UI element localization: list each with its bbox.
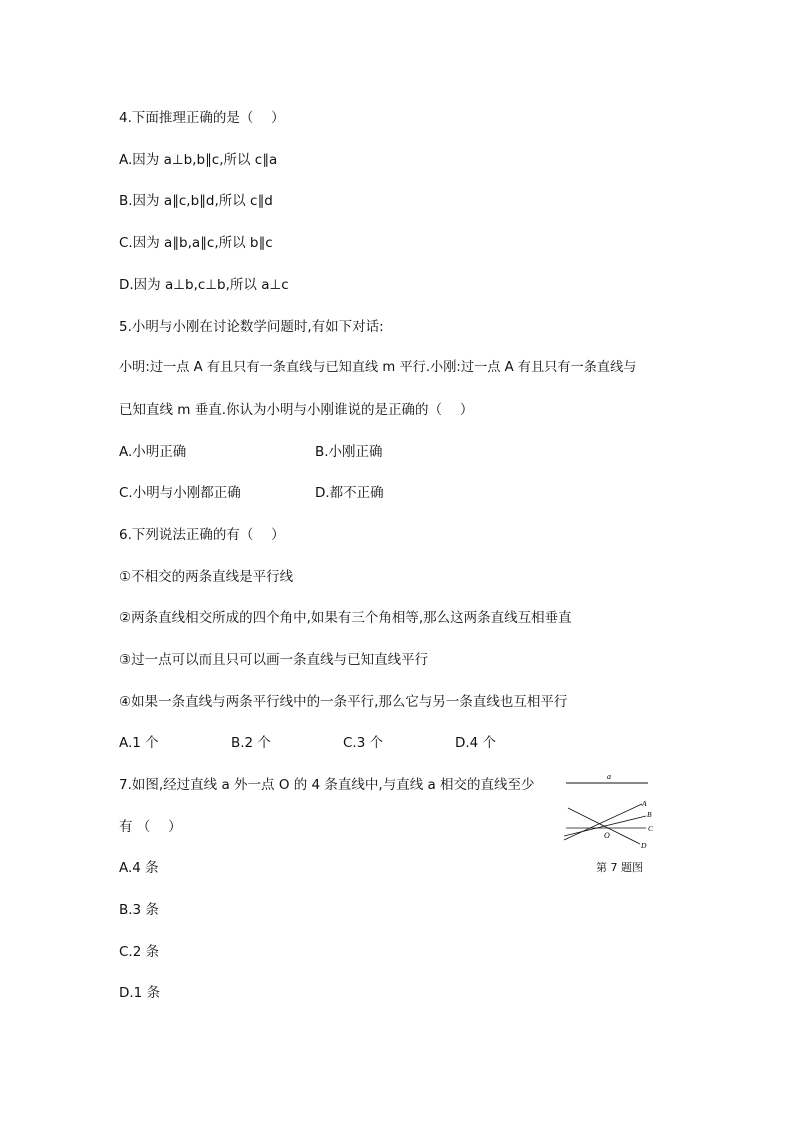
q6-stem: 6.下列说法正确的有（ ） (119, 527, 285, 543)
q5-dialogue-line1: 小明:过一点 A 有且只有一条直线与已知直线 m 平行.小刚:过一点 A 有且只有一条直线与 (119, 360, 637, 375)
q7-stem-line1: 7.如图,经过直线 a 外一点 O 的 4 条直线中,与直线 a 相交的直线至少 (119, 777, 535, 793)
q5-stem: 5.小明与小刚在讨论数学问题时,有如下对话: (119, 319, 384, 335)
q6-statement-3: ③过一点可以而且只可以画一条直线与已知直线平行 (119, 652, 429, 668)
line-oa (564, 804, 642, 840)
q7-option-c: C.2 条 (119, 944, 160, 960)
q5-option-a: A.小明正确 (119, 444, 187, 460)
q5-option-b: B.小刚正确 (315, 444, 383, 460)
q4-option-d: D.因为 a⊥b,c⊥b,所以 a⊥c (119, 277, 289, 293)
q5-option-c: C.小明与小刚都正确 (119, 485, 241, 501)
q4-option-a: A.因为 a⊥b,b∥c,所以 c∥a (119, 152, 278, 168)
q7-option-a: A.4 条 (119, 860, 159, 876)
label-B: B (647, 810, 652, 819)
q6-statement-4: ④如果一条直线与两条平行线中的一条平行,那么它与另一条直线也互相平行 (119, 694, 568, 710)
q4-option-b: B.因为 a∥c,b∥d,所以 c∥d (119, 193, 273, 209)
q6-statement-2: ②两条直线相交所成的四个角中,如果有三个角相等,那么这两条直线互相垂直 (119, 610, 572, 626)
q7-figure-caption: 第 7 题图 (596, 861, 643, 874)
label-o: O (604, 831, 610, 840)
q4-stem: 4.下面推理正确的是（ ） (119, 110, 285, 126)
q6-option-c: C.3 个 (343, 735, 384, 751)
q6-option-d: D.4 个 (455, 735, 497, 751)
label-a: a (607, 772, 611, 781)
label-C: C (648, 824, 654, 833)
q6-option-a: A.1 个 (119, 735, 159, 751)
q7-option-b: B.3 条 (119, 902, 159, 918)
q6-statement-1: ①不相交的两条直线是平行线 (119, 569, 294, 585)
q4-option-c: C.因为 a∥b,a∥c,所以 b∥c (119, 235, 273, 251)
q6-option-b: B.2 个 (231, 735, 271, 751)
q7-stem-line2: 有 （ ） (119, 819, 182, 835)
label-D: D (641, 841, 647, 850)
label-A: A (642, 799, 647, 808)
q5-option-d: D.都不正确 (315, 485, 384, 501)
q5-dialogue-line2: 已知直线 m 垂直.你认为小明与小刚谁说的是正确的（ ） (119, 402, 474, 418)
q7-option-d: D.1 条 (119, 985, 161, 1001)
